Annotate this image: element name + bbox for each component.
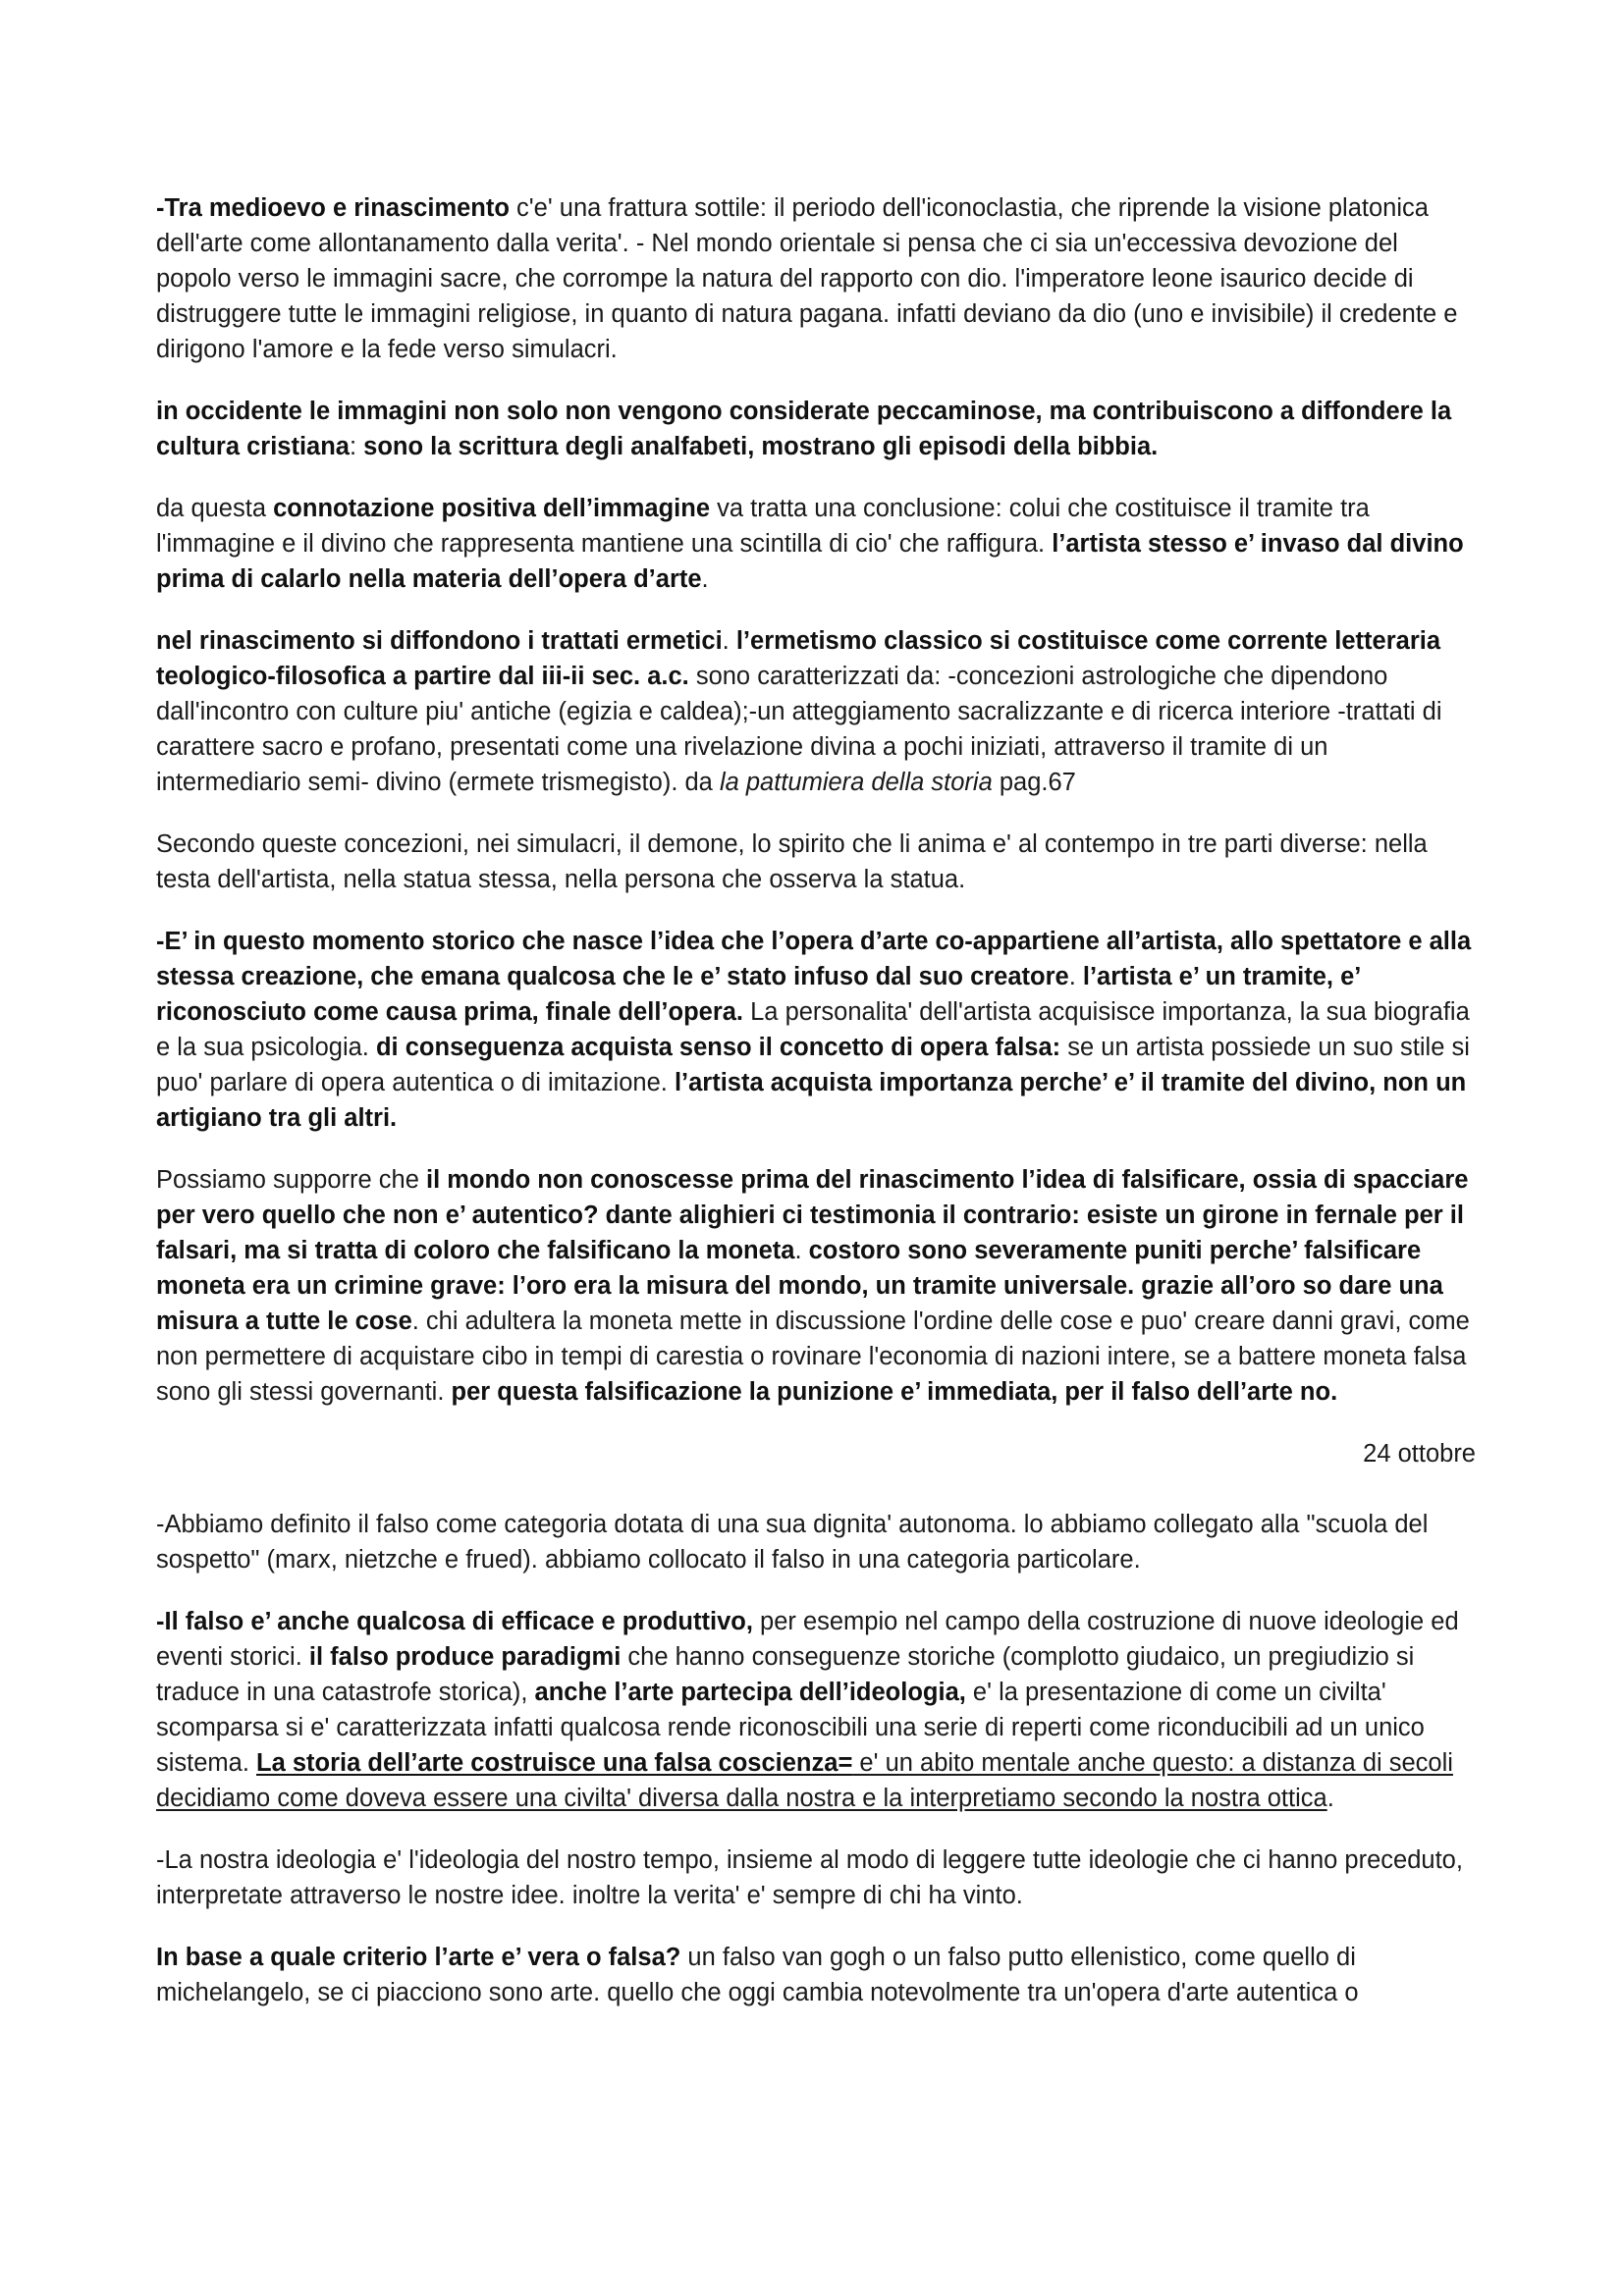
text-run: Secondo queste concezioni, nei simulacri, il demone, lo spirito che li anima e' al contempo in tre parti diverse: nella testa dell'artista, nella statua stessa, nella persona che osserva la statua.	[156, 830, 1428, 893]
text-run: va tratta una conclusione: colui che costituisce il tramite tra l'immagine e il divino che rappresenta mantiene una scintilla di cio' che raffigura.	[156, 495, 1370, 558]
text-run: per questa falsificazione la punizione e’ immediata, per il falso dell’arte no.	[451, 1378, 1338, 1406]
text-run: -Abbiamo definito il falso come categoria dotata di una sua dignita' autonoma. lo abbiamo collegato alla "scuola del sospetto" (marx, nietzche e frued). abbiamo collocato il falso in una categoria particolare.	[156, 1511, 1429, 1574]
text-run: c'e' una frattura sottile: il periodo dell'iconoclastia, che riprende la visione platonica dell'arte come allontanamento dalla verita'. - Nel mondo orientale si pensa che ci sia un'eccessiva devozione del popolo verso le immagini sacre, che corrompe la natura del rapporto con dio. l'imperatore leone isaurico decide di distruggere tutte le immagini religiose, in quanto di natura pagana. infatti deviano da dio (uno e invisibile) il credente e dirigono l'amore e la fede verso simulacri.	[156, 194, 1458, 363]
paragraph-falsari-moneta	[156, 1162, 1476, 1410]
paragraph-ermetismo	[156, 623, 1476, 800]
paragraph-connotazione	[156, 491, 1476, 597]
text-run: l’ermetismo classico si costituisce come corrente letteraria teologico-filosofica a partire dal iii-ii sec. a.c.	[156, 627, 1441, 690]
text-run: nel rinascimento si diffondono i trattati ermetici	[156, 627, 723, 655]
paragraph-criterio	[156, 1940, 1476, 2010]
paragraph-iconoclastia	[156, 190, 1476, 367]
text-run: . chi adultera la moneta mette in discussione l'ordine delle cose e puo' creare danni gravi, come non permettere di acquistare cibo in tempi di carestia o rovinare l'economia di nazioni intere, se a battere moneta falsa sono gli stessi governanti.	[156, 1308, 1470, 1406]
text-run: l’artista acquista importanza perche’ e’ il tramite del divino, non un artigiano tra gli altri.	[156, 1069, 1467, 1132]
paragraph-simulacri	[156, 827, 1476, 897]
text-run: connotazione positiva dell’immagine	[273, 495, 711, 522]
date-heading	[156, 1436, 1476, 1471]
paragraph-occidente	[156, 394, 1476, 464]
text-run: sono la scrittura degli analfabeti, mostrano gli episodi della bibbia.	[363, 433, 1159, 460]
text-run: di conseguenza acquista senso il concetto di opera falsa:	[375, 1034, 1061, 1061]
text-run: -Il falso e’ anche qualcosa di efficace e produttivo,	[156, 1608, 753, 1635]
text-run: La personalita' dell'artista acquisisce importanza, la sua biografia e la sua psicologia.	[156, 998, 1470, 1061]
paragraph-opera-falsa	[156, 924, 1476, 1136]
paragraph-ideologia	[156, 1842, 1476, 1913]
paragraph-scuola-sospetto	[156, 1507, 1476, 1577]
text-run: che hanno conseguenze storiche (complotto giudaico, un pregiudizio si traduce in una catastrofe storica),	[156, 1643, 1415, 1706]
text-run: La storia dell’arte costruisce una falsa coscienza=	[256, 1749, 853, 1777]
text-run: se un artista possiede un suo stile si puo' parlare di opera autentica o di imitazione.	[156, 1034, 1470, 1096]
text-run: e' un abito mentale anche questo: a distanza di secoli decidiamo come doveva essere una civilta' diversa dalla nostra e la interpretiamo secondo la nostra ottica	[156, 1749, 1453, 1812]
text-run: l’artista e’ un tramite, e’ riconosciuto come causa prima, finale dell’opera.	[156, 963, 1360, 1026]
text-run: anche l’arte partecipa dell’ideologia,	[534, 1679, 966, 1706]
text-run: e' la presentazione di come un civilta' scomparsa si e' caratterizzata infatti qualcosa rende riconoscibili una serie di reperti come riconducibili ad un unico sistema.	[156, 1679, 1425, 1777]
text-run: il mondo non conoscesse prima del rinascimento l’idea di falsificare, ossia di spacciare per vero quello che non e’ autentico? dante alighieri ci testimonia il contrario: esiste un girone in fernale per il falsari, ma si tratta di coloro che falsificano la moneta	[156, 1166, 1469, 1264]
text-run: in occidente le immagini non solo non vengono considerate peccaminose, ma contribuiscono a diffondere la cultura cristiana	[156, 398, 1452, 460]
text-run: pag.67	[992, 769, 1076, 796]
text-run: .	[1068, 963, 1083, 990]
text-run: la pattumiera della storia	[719, 769, 993, 796]
text-run: per esempio nel campo della costruzione di nuove ideologie ed eventi storici.	[156, 1608, 1459, 1671]
text-run: .	[1326, 1785, 1334, 1812]
text-run: .	[722, 627, 736, 655]
text-run: da questa	[156, 495, 274, 522]
text-run: -La nostra ideologia e' l'ideologia del nostro tempo, insieme al modo di leggere tutte ideologie che ci hanno preceduto, interpretate attraverso le nostre idee. inoltre la verita' e' sempre di chi ha vinto.	[156, 1846, 1463, 1909]
text-run: .	[701, 565, 709, 593]
text-run: Possiamo supporre che	[156, 1166, 426, 1194]
paragraph-falso-produttivo	[156, 1604, 1476, 1816]
text-run: In base a quale criterio l’arte e’ vera o falsa?	[156, 1944, 681, 1971]
text-run: l’artista stesso e’ invaso dal divino prima di calarlo nella materia dell’opera d’arte	[156, 530, 1464, 593]
text-run: 24 ottobre	[1363, 1440, 1476, 1468]
text-run: -Tra medioevo e rinascimento	[156, 194, 510, 222]
text-run: -E’ in questo momento storico che nasce l’idea che l’opera d’arte co-appartiene all’artista, allo spettatore e alla stessa creazione, che emana qualcosa che le e’ stato infuso dal suo creatore	[156, 928, 1472, 990]
text-run: un falso van gogh o un falso putto ellenistico, come quello di michelangelo, se ci piacciono sono arte. quello che oggi cambia notevolmente tra un'opera d'arte autentica o	[156, 1944, 1359, 2006]
text-run: il falso produce paradigmi	[308, 1643, 622, 1671]
text-run: :	[350, 433, 364, 460]
text-run: costoro sono severamente puniti perche’ falsificare moneta era un crimine grave: l’oro era la misura del mondo, un tramite universale. grazie all’oro so dare una misura a tutte le cose	[156, 1237, 1443, 1335]
text-run: .	[794, 1237, 809, 1264]
text-run: sono caratterizzati da: -concezioni astrologiche che dipendono dall'incontro con culture piu' antiche (egizia e caldea);-un atteggiamento sacralizzante e di ricerca interiore -trattati di carattere sacro e profano, presentati come una rivelazione divina a pochi iniziati, attraverso il tramite di un intermediario semi- divino (ermete trismegisto). da	[156, 663, 1442, 796]
